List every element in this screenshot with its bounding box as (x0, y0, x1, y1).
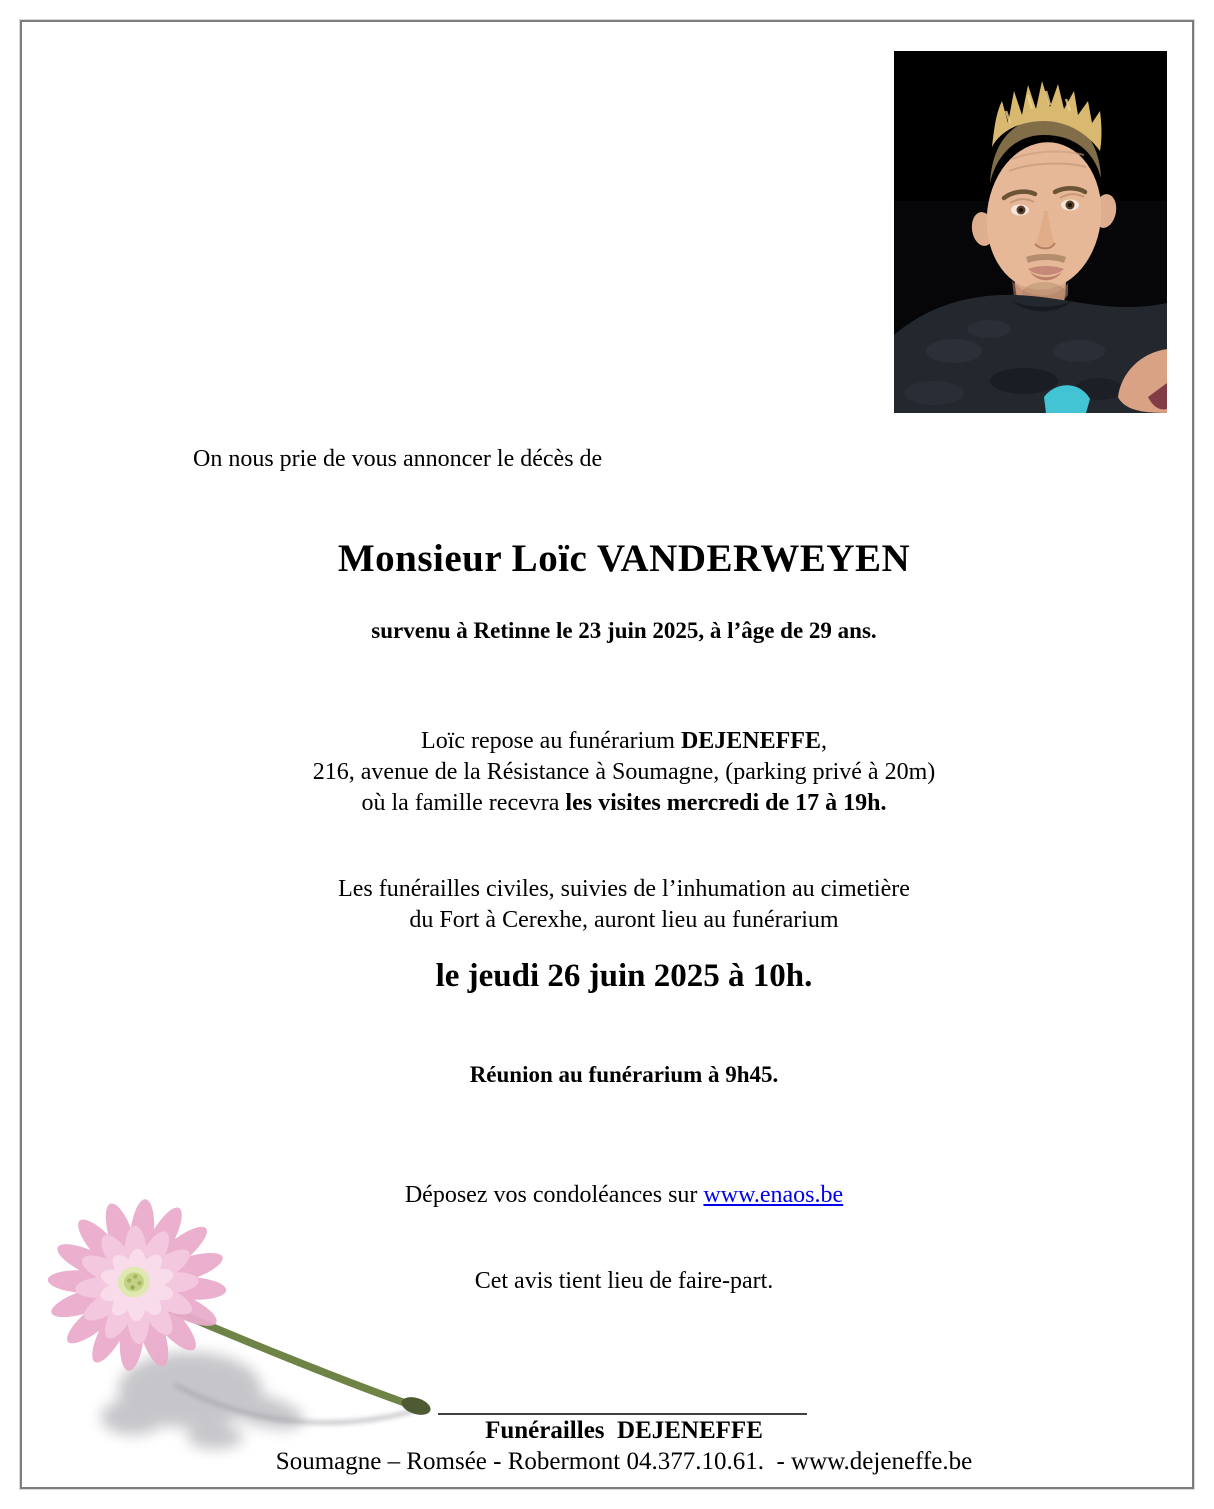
funeral-home-name: DEJENEFFE (680, 728, 821, 754)
repose-line-3 (55, 788, 1193, 819)
condolences-prefix: Déposez vos condoléances sur (404, 1182, 704, 1208)
repose-line1-prefix: Loïc repose au funérarium (421, 728, 681, 754)
ceremony-datetime: le jeudi 26 juin 2025 à 10h. (435, 958, 813, 994)
repose-line1-suffix: , (820, 728, 827, 754)
death-details: survenu à Retinne le 23 juin 2025, à l’âge de 29 ans. (371, 618, 877, 643)
portrait-photo (894, 51, 1167, 413)
announcement-intro: On nous prie de vous annoncer le décès de (193, 446, 603, 472)
faire-part-notice: Cet avis tient lieu de faire-part. (474, 1268, 774, 1294)
condolences-link[interactable]: www.enaos.be (703, 1182, 844, 1208)
ceremony-info (55, 874, 1193, 936)
deceased-name: Monsieur Loïc VANDERWEYEN (337, 537, 911, 580)
ceremony-line-2: du Fort à Cerexhe, auront lieu au funérarium (409, 907, 839, 933)
repose-info (55, 726, 1193, 819)
funeral-home-footer-name: Funérailles DEJENEFFE (485, 1417, 763, 1444)
repose-line-2: 216, avenue de la Résistance à Soumagne, (parking privé à 20m) (312, 759, 936, 785)
repose-line3-prefix: où la famille recevra (361, 790, 566, 816)
ceremony-line-1: Les funérailles civiles, suivies de l’inhumation au cimetière (338, 876, 910, 902)
portrait-photo-image (894, 51, 1167, 413)
funeral-home-footer-address: Soumagne – Romsée - Robermont 04.377.10.61. - www.dejeneffe.be (275, 1448, 973, 1475)
repose-line-1 (55, 726, 1193, 757)
meeting-info: Réunion au funérarium à 9h45. (469, 1062, 779, 1087)
visit-hours: les visites mercredi de 17 à 19h. (565, 790, 887, 816)
footer-divider (438, 1413, 807, 1415)
